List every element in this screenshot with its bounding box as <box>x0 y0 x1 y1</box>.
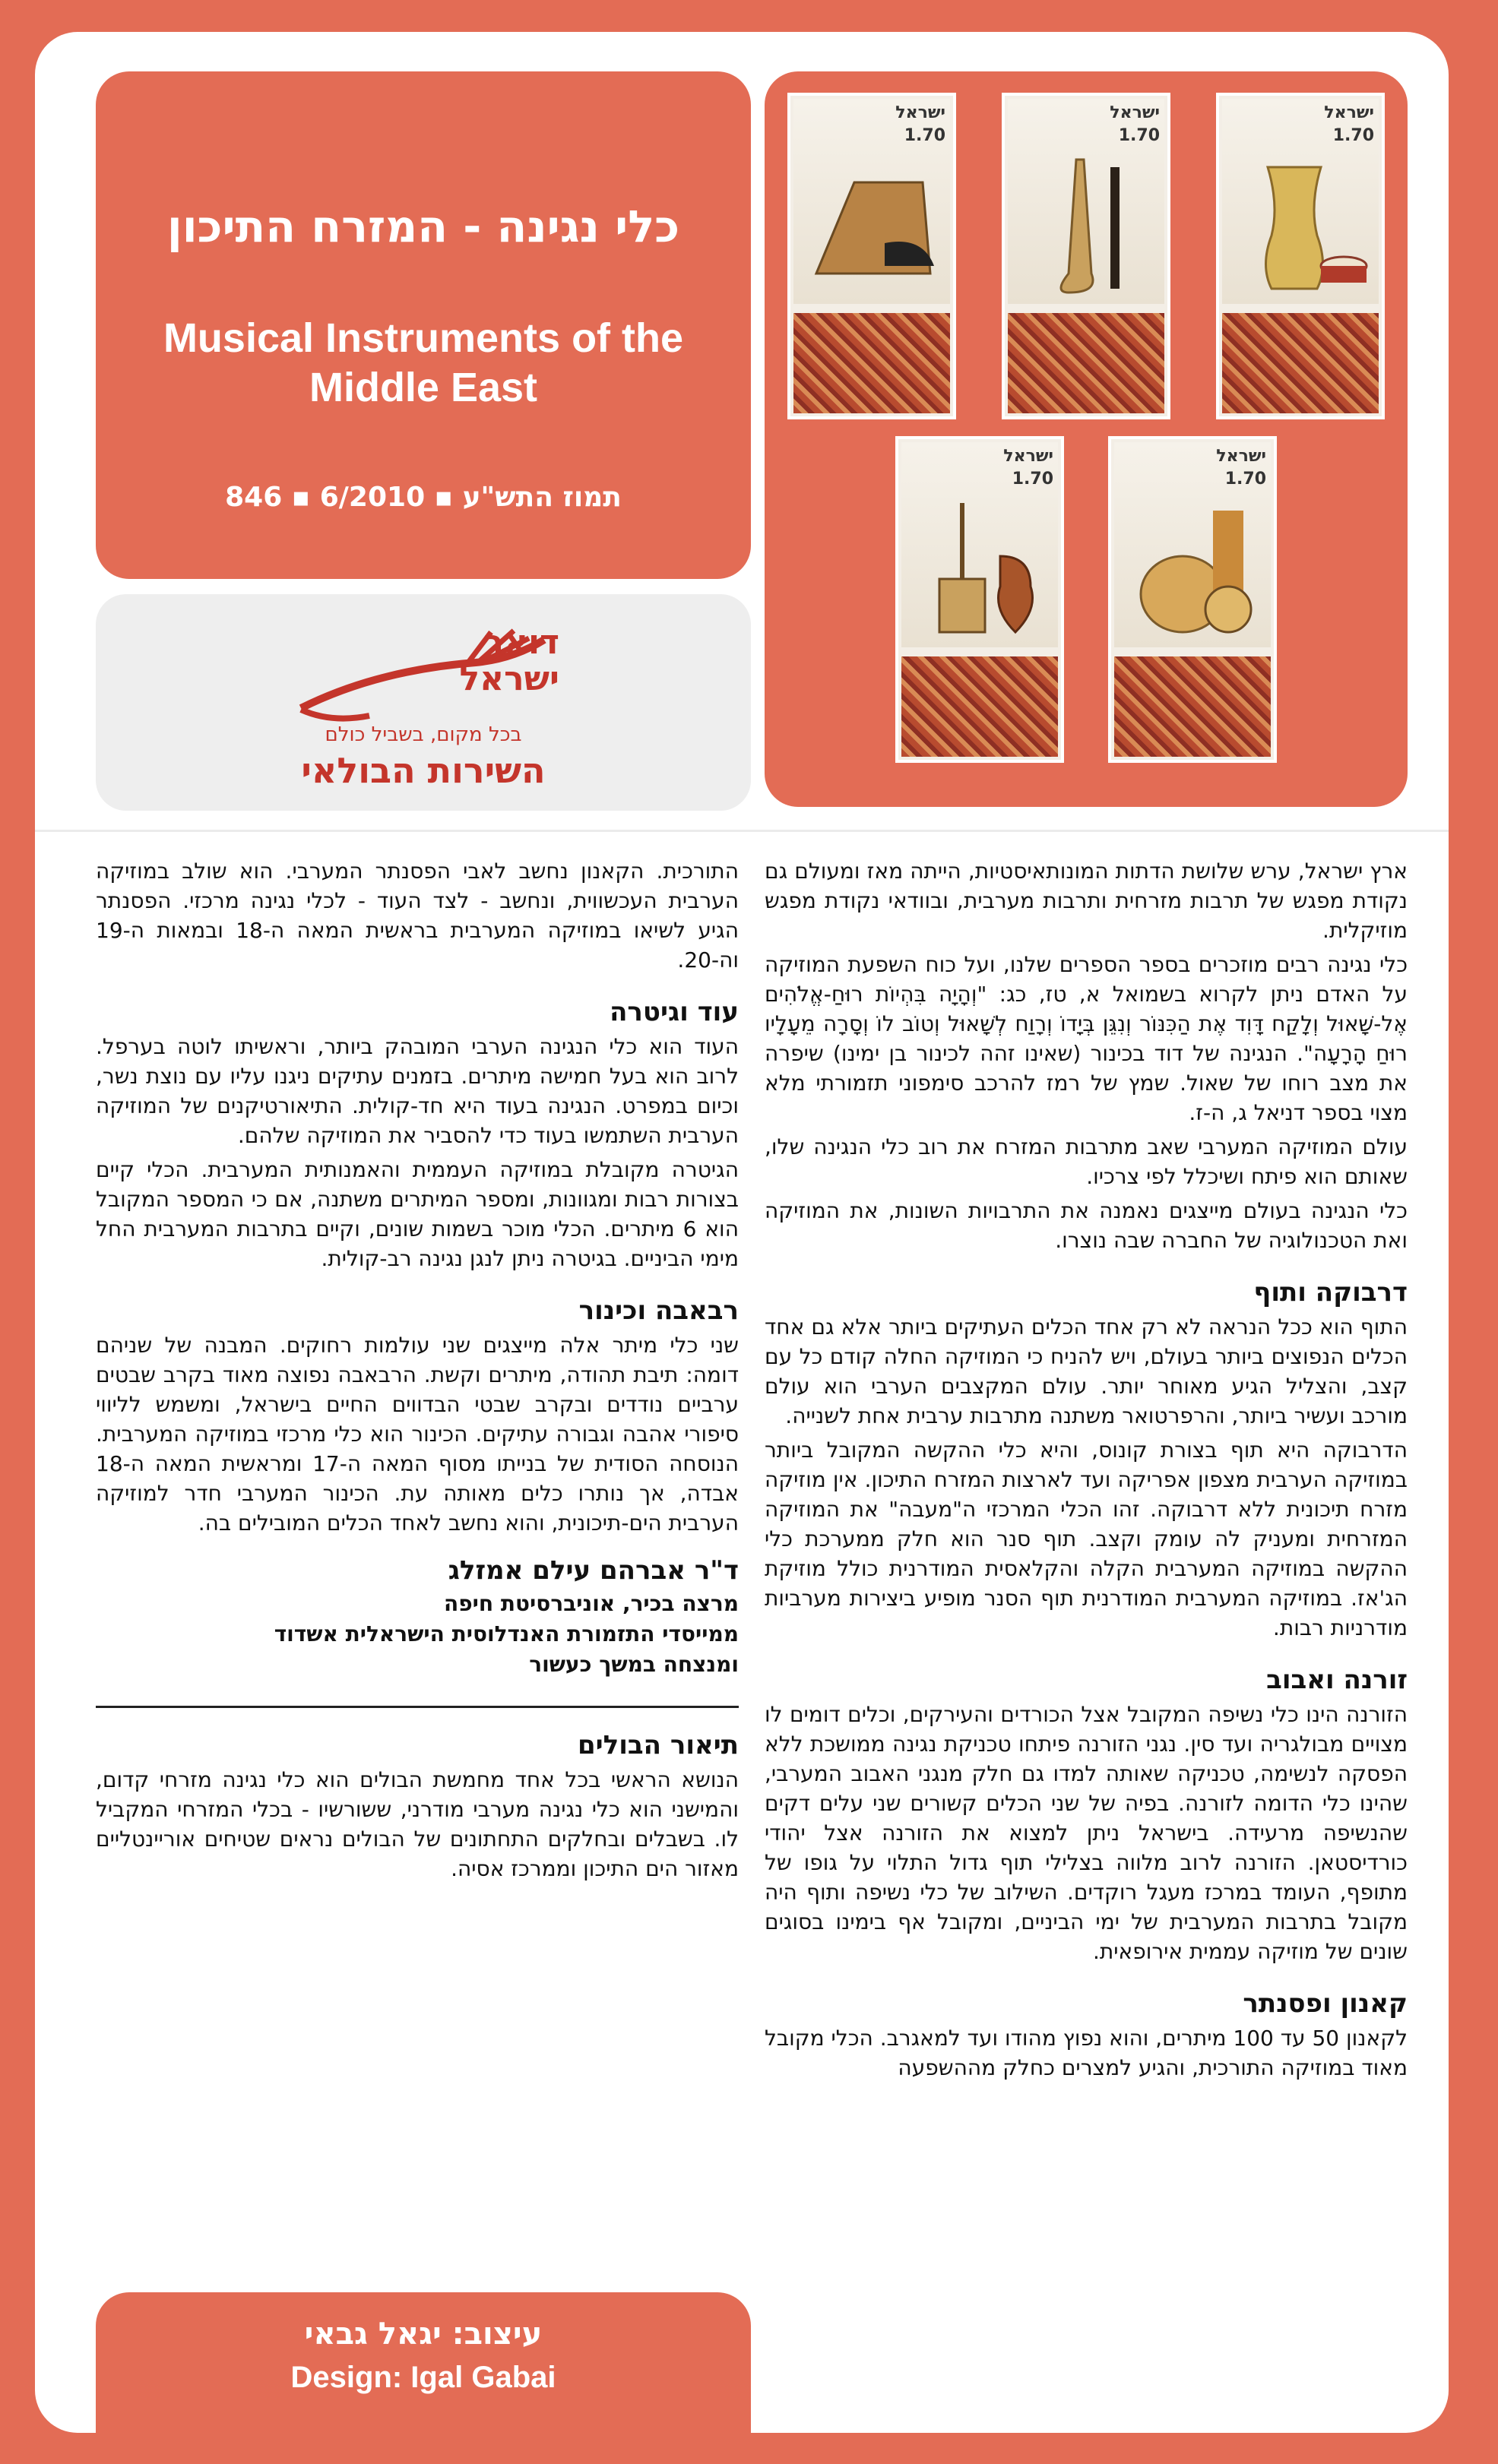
intro-paragraph: עולם המוזיקה המערבי שאב מתרבות המזרח את רוב כלי הנגינה שלו, שאותם הוא פיתח ושיכלל לפי צרכיו. <box>765 1134 1408 1189</box>
section-heading-oud: עוד וגיטרה <box>610 997 739 1027</box>
section-paragraph: לקאנון 50 עד 100 מיתרים, והוא נפוץ מהודו ועד למאגרב. הכלי מקובל מאוד במוזיקה התורכית, והגיע למצרים כחלק מההשפעה <box>765 2026 1408 2080</box>
stamp-carpet-tab <box>901 656 1058 757</box>
text-column-left <box>96 856 739 1888</box>
text-column-right <box>765 856 1408 2087</box>
philatelic-service-label: השירות הבולאי <box>301 750 546 791</box>
stamp-country: ישראל <box>895 103 945 122</box>
stamp-carpet-tab <box>1114 656 1271 757</box>
logo-name-line2: ישראל <box>459 659 559 698</box>
stamp-zurna <box>1002 93 1170 419</box>
section-heading-darbuka: דרבוקה ותוף <box>1253 1277 1408 1308</box>
divider-line <box>96 1706 739 1708</box>
stamp-rebaba <box>895 436 1064 763</box>
stamp-value: 1.70 <box>1012 470 1053 489</box>
section-heading-kanun: קאנון ופסנתר <box>1243 1988 1408 2019</box>
stamp-country: ישראל <box>1003 447 1053 466</box>
stamp-carpet-tab <box>793 313 950 413</box>
logo-name <box>362 625 559 697</box>
rebaba-violin-icon <box>917 495 1047 640</box>
bulletin-sheet <box>35 32 1449 2433</box>
stamp-country: ישראל <box>1110 103 1160 122</box>
zurna-oboe-icon <box>1023 152 1154 296</box>
section-paragraph: הדרבוקה היא תוף בצורת קונוס, והיא כלי ההקשה המקובל ביותר במוזיקה הערבית מצפון אפריקה ועד לארצות המזרח התיכון. אין מוזיקה מזרח תיכונית ללא דרבוקה. זהו הכלי המרכזי ה"מעבה" את המוזיקה המזרחית ומעניק לה עומק וקצב. תוף סנר הוא חלק ממערכת כלי ההקשה במוזיקה המערבית הקלה והקלאסית המודרנית כולל מוזיקת הג'אז. במוזיקה המערבית המודרנית תוף הסנר מופיע ביצירות מערביות מודרניות רבות. <box>765 1438 1408 1640</box>
design-credit-hebrew: עיצוב: יגאל גבאי <box>304 2317 543 2352</box>
logo-name-line1: דואר <box>483 623 559 662</box>
author-title: ומנצחה במשך כעשור <box>529 1652 739 1677</box>
section-paragraph: העוד הוא כלי הנגינה הערבי המובהק ביותר, וראשיתו לוטה בערפל. לרוב הוא בעל חמישה מיתרים. בזמנים עתיקים ניגנו עליו עם נוצת נשר, וכיום במפרט. הנגינה בעוד היא חד-קולית. התיאורטיקנים של המוזיקה הערבית השתמשו בעוד כדי להסביר את המוזיקה שלהם. <box>96 1034 739 1148</box>
title-panel <box>96 71 751 579</box>
author-title: ממייסדי התזמורת האנדלוסית הישראלית אשדוד <box>274 1621 739 1646</box>
darbuka-drum-icon <box>1237 152 1368 296</box>
fold-line <box>35 830 1449 832</box>
intro-paragraph: ארץ ישראל, ערש שלושת הדתות המונותאיסטיות, הייתה מאז ומעולם גם נקודת מפגש של תרבות מזרחית ותרבות מערבית, ובוודאי נקודת מפגש מוזיקלית. <box>765 859 1408 943</box>
stamp-value: 1.70 <box>1118 126 1160 145</box>
stamp-value: 1.70 <box>904 126 945 145</box>
intro-paragraph: כלי נגינה רבים מוזכרים בספר הספרים שלנו, ועל כוח השפעת המוזיקה על האדם ניתן לקרוא בשמואל א, טז, כג: "וְהָיָה בִּהְיוֹת רוּחַ-אֱלֹהִים אֶל-שָׁאוּל וְלָקַח דָּוִד אֶת הַכִּנּוֹר וְנִגֵּן בְּיָדוֹ וְרָוַח לְשָׁאוּל וְטוֹב לוֹ וְסָרָה מֵעָלָיו רוּחַ הָרָעָה". הנגינה של דוד בכינור (שאינו זהה לכינור בן ימינו) שיפרה את מצב רוחו של שאול. שמץ של רמז להרכב סימפוני תזמורתי מלא מצוי בספר דניאל ג, ה-ז. <box>765 952 1408 1125</box>
stamp-value: 1.70 <box>1332 126 1374 145</box>
stamp-country: ישראל <box>1216 447 1266 466</box>
author-signature <box>96 1556 739 1680</box>
intro-paragraph: כלי הנגינה בעולם מייצגים נאמנה את התרבויות השונות, את המוזיקה ואת הטכנולוגיה של החברה שבה נוצרו. <box>765 1198 1408 1253</box>
author-name: ד"ר אברהם עילם אמזלג <box>448 1555 739 1586</box>
section-paragraph: הנושא הראשי בכל אחד מחמשת הבולים הוא כלי נגינה מזרחי קדום, והמישני הוא כלי נגינה מערבי מודרני, ששורשיו - בכלי המזרחי המקביל לו. בשבלים ובחלקים התחתונים של הבולים נראים שטיחים אוריינטליים מאזור הים התיכון וממרכז אסיה. <box>96 1767 739 1881</box>
stamp-kanun <box>787 93 956 419</box>
stamp-country: ישראל <box>1324 103 1374 122</box>
design-credit-english: Design: Igal Gabai <box>290 2361 556 2394</box>
stamp-carpet-tab <box>1008 313 1164 413</box>
stamp-oud <box>1108 436 1277 763</box>
section-heading-zurna: זורנה ואבוב <box>1266 1665 1408 1695</box>
design-credit-panel <box>96 2292 751 2433</box>
section-heading-stamp-description: תיאור הבולים <box>578 1730 739 1760</box>
logo-slogan: בכל מקום, בשביל כולם <box>325 723 522 746</box>
stamp-value: 1.70 <box>1224 470 1266 489</box>
section-paragraph: שני כלי מיתר אלה מייצגים שני עולמות רחוקים. המבנה של שניהם דומה: תיבת תהודה, מיתרים וקשת. הרבאבה נפוצה מאוד בקרב שבטים ערביים נודדים ובקרב שבטי הבדווים החיים בישראל, ומשמש לליווי סיפורי אהבה וגבורה עתיקים. הכינור הוא כלי מרכזי במוזיקה המערבית. הנוסחה הסודית של בנייתו מסוף המאה ה-17 ומראשית המאה ה-18 אבדה, אך נותרו כלים מאותה עת. הכינור המערבי חדר למוזיקה הערבית הים-תיכונית, והוא נחשב לאחד הכלים המובילים בה. <box>96 1333 739 1536</box>
stamps-panel <box>765 71 1408 807</box>
section-paragraph: הגיטרה מקובלת במוזיקה העממית והאמנותית המערבית. הכלי קיים בצורות רבות ומגוונות, ומספר המיתרים משתנה, אם כי המספר המקובל הוא 6 מיתרים. הכלי מוכר בשמות שונים, וקיים בתרבות המערבית החל מימי הביניים. בגיטרה ניתן לנגן נגינה רב-קולית. <box>96 1157 739 1271</box>
issue-line: 846 ▪ 6/2010 ▪ תמוז התש"ע <box>225 482 622 513</box>
section-heading-rebaba: רבאבה וכינור <box>578 1295 739 1326</box>
stamp-carpet-tab <box>1222 313 1379 413</box>
title-english-line1: Musical Instruments of the <box>163 315 684 361</box>
oud-guitar-icon <box>1129 495 1260 640</box>
section-paragraph: הזורנה הינו כלי נשיפה המקובל אצל הכורדים והעירקים, וכלים דומים לו מצויים מבולגריה ועד סין. נגני הזורנה פיתחו טכניקת נגינה ממושכת ללא הפסקה לנשימה, טכניקה שאותה למדו גם חלק מנגני האבוב המערבי, שהינו כלי הדומה לזורנה. בפיה של שני הכלים קשורים שני עלים דקים שהנשיפה מרעידה. בישראל ניתן למצוא את הזורנה אצל יהודי כורדיסטאן. הזורנה לרוב מלווה בצלילי תוף גדול התלוי על גופו של מתופף, העומד במרכז מעגל רוקדים. השילוב של כלי נשיפה ותוף היה מקובל בתרבות המערבית של ימי הביניים, ומקובל אף בימינו בסוגים שונים של מוזיקה עממית אירופאית. <box>765 1702 1408 1964</box>
title-hebrew: כלי נגינה - המזרח התיכון <box>166 201 680 252</box>
israel-post-logo-panel <box>96 594 751 811</box>
section-paragraph: התורכית. הקאנון נחשב לאבי הפסנתר המערבי. הוא שולב במוזיקה הערבית העכשווית, ונחשב - לצד העוד - לכלי נגינה מרכזי. הפסנתר הגיע לשיאו במוזיקה המערבית בראשית המאה ה-18 ובמאות ה-19 וה-20. <box>96 859 739 973</box>
section-paragraph: התוף הוא ככל הנראה לא רק אחד הכלים העתיקים ביותר אלא גם אחד הכלים הנפוצים ביותר בעולם, ויש להניח כי המוזיקה החלה קודם כל עם קצב, והצליל הגיע מאוחר יותר. עולם המקצבים הערבי הוא עולם מורכב ועשיר ביותר, והרפרטואר משתנה מתרבות ערבית אחת לשנייה. <box>765 1314 1408 1428</box>
kanun-piano-icon <box>809 152 939 296</box>
title-english-line2: Middle East <box>309 365 538 410</box>
author-title: מרצה בכיר, אוניברסיטת חיפה <box>444 1591 739 1616</box>
stamp-darbuka <box>1216 93 1385 419</box>
